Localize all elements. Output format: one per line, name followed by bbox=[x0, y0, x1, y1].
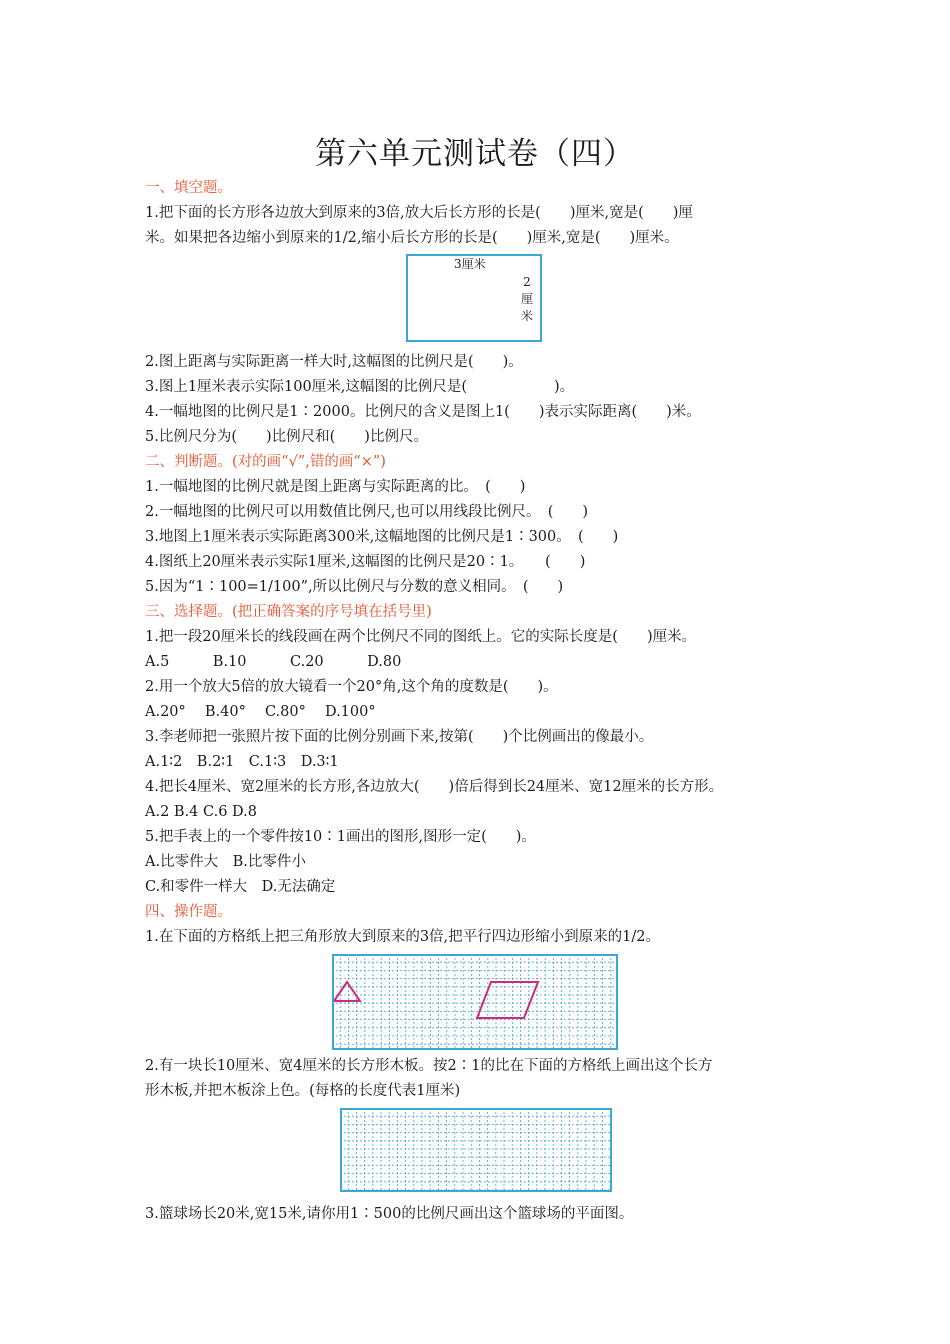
judge-q3: 3.地图上1厘米表示实际距离300米,这幅地图的比例尺是1∶300。 ( ) bbox=[145, 529, 619, 545]
triangle-shape bbox=[334, 982, 360, 1001]
choice-q2-options: A.20° B.40° C.80° D.100° bbox=[145, 704, 376, 720]
judge-q1: 1.一幅地图的比例尺就是图上距离与实际距离的比。 ( ) bbox=[145, 479, 526, 495]
grid-paper-shapes bbox=[332, 954, 835, 1050]
choice-q5-options-cd: C.和零件一样大 D.无法确定 bbox=[145, 879, 336, 895]
fill-q5: 5.比例尺分为( )比例尺和( )比例尺。 bbox=[145, 429, 428, 445]
operation-q2-line1: 2.有一块长10厘米、宽4厘米的长方形木板。按2∶1的比在下面的方格纸上画出这个长方 bbox=[145, 1058, 713, 1074]
grid-paper-1 bbox=[332, 954, 618, 1050]
choice-q3-options: A.1∶2 B.2∶1 C.1∶3 D.3∶1 bbox=[145, 754, 339, 770]
operation-q3: 3.篮球场长20米,宽15米,请你用1∶500的比例尺画出这个篮球场的平面图。 bbox=[145, 1206, 634, 1222]
operation-q2-line2: 形木板,并把木板涂上色。(每格的长度代表1厘米) bbox=[145, 1083, 461, 1099]
rectangle-length-label: 3厘米 bbox=[454, 257, 486, 271]
fill-q2: 2.图上距离与实际距离一样大时,这幅图的比例尺是( )。 bbox=[145, 354, 523, 370]
grid-border bbox=[341, 1109, 611, 1191]
fill-q3: 3.图上1厘米表示实际100厘米,这幅图的比例尺是( )。 bbox=[145, 379, 575, 395]
operation-q1: 1.在下面的方格纸上把三角形放大到原来的3倍,把平行四边形缩小到原来的1/2。 bbox=[145, 929, 661, 945]
section-choice-heading: 三、选择题。(把正确答案的序号填在括号里) bbox=[145, 604, 432, 620]
fill-q4: 4.一幅地图的比例尺是1∶2000。比例尺的含义是图上1( )表示实际距离( )米。 bbox=[145, 404, 701, 420]
choice-q2: 2.用一个放大5倍的放大镜看一个20°角,这个角的度数是( )。 bbox=[145, 679, 558, 695]
choice-q5-options-ab: A.比零件大 B.比零件小 bbox=[145, 854, 306, 870]
judge-q4: 4.图纸上20厘米表示实际1厘米,这幅图的比例尺是20∶1。 ( ) bbox=[145, 554, 586, 570]
choice-q1: 1.把一段20厘米长的线段画在两个比例尺不同的图纸上。它的实际长度是( )厘米。 bbox=[145, 629, 697, 645]
grid-lines bbox=[332, 954, 618, 1050]
rectangle-width-label: 2 厘 米 bbox=[520, 275, 533, 323]
fill-q1-line2: 米。如果把各边缩小到原来的1/2,缩小后长方形的长是( )厘米,宽是( )厘米。 bbox=[145, 230, 679, 246]
fill-q1-line1: 1.把下面的长方形各边放大到原来的3倍,放大后长方形的长是( )厘米,宽是( )厘 bbox=[145, 205, 693, 221]
rectangle-figure bbox=[406, 254, 542, 342]
judge-q5: 5.因为“1∶100=1/100”,所以比例尺与分数的意义相同。 ( ) bbox=[145, 579, 564, 595]
judge-q2: 2.一幅地图的比例尺可以用数值比例尺,也可以用线段比例尺。 ( ) bbox=[145, 504, 589, 520]
section-judge-heading: 二、判断题。(对的画“√”,错的画“×”) bbox=[145, 454, 386, 470]
choice-q5: 5.把手表上的一个零件按10∶1画出的图形,图形一定( )。 bbox=[145, 829, 536, 845]
page-title: 第六单元测试卷（四） bbox=[315, 136, 635, 172]
choice-q3: 3.李老师把一张照片按下面的比例分别画下来,按第( )个比例画出的像最小。 bbox=[145, 729, 654, 745]
choice-q4-options: A.2 B.4 C.6 D.8 bbox=[145, 804, 257, 820]
grid-paper-board bbox=[340, 1108, 835, 1192]
grid-lines bbox=[340, 1108, 612, 1192]
section-operation-heading: 四、操作题。 bbox=[145, 904, 232, 920]
worksheet-body bbox=[145, 176, 835, 1227]
choice-q1-options: A.5 B.10 C.20 D.80 bbox=[145, 654, 402, 670]
section-fill-blank-heading: 一、填空题。 bbox=[145, 180, 232, 196]
grid-border bbox=[333, 955, 617, 1049]
choice-q4: 4.把长4厘米、宽2厘米的长方形,各边放大( )倍后得到长24厘米、宽12厘米的长方形。 bbox=[145, 779, 724, 795]
grid-paper-2 bbox=[340, 1108, 612, 1192]
